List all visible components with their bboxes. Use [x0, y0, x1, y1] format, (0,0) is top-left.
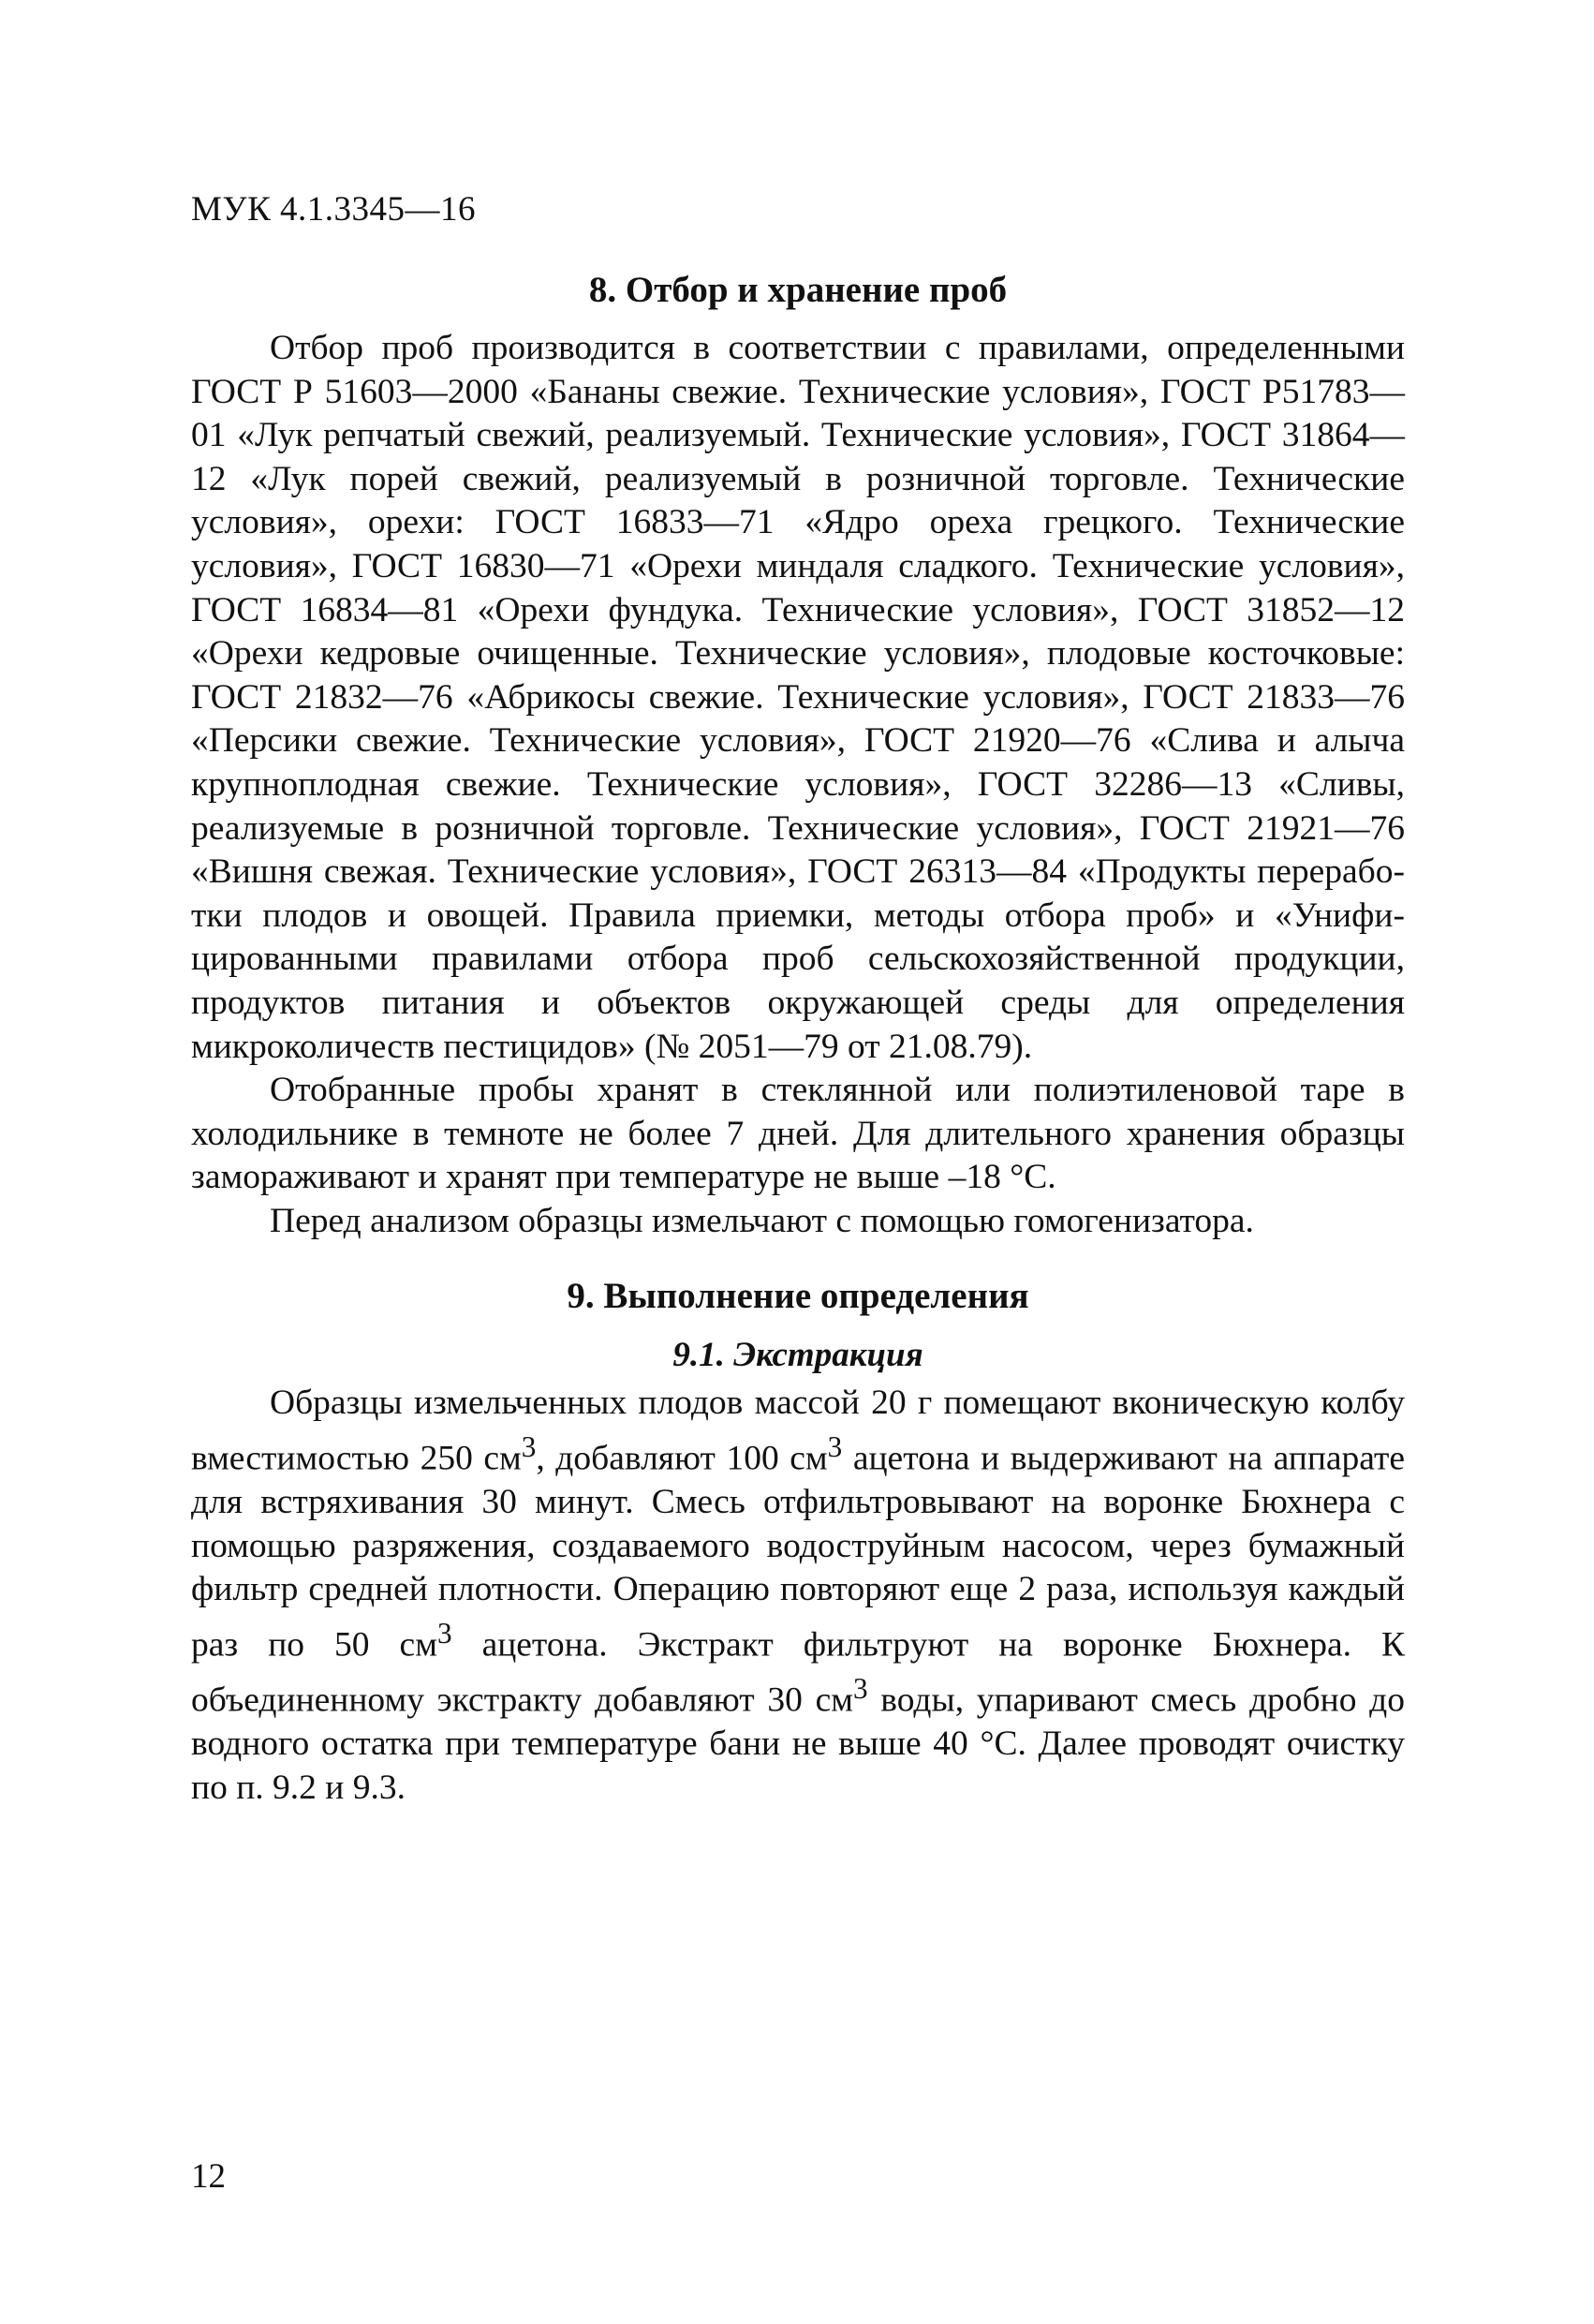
section-9-1-paragraph: [191, 1382, 1405, 1810]
paragraph-text-part-4: ацетона. Экстракт фильтруют на воронке Бюхнера. К объединенному экстракту добавляют 30 см: [191, 1625, 1405, 1720]
paragraph-text-part-5: воды, упаривают смесь дробно до водного остатка при температуре бани не выше 40 °С. Далее проводят очистку по п. 9.2 и 9.3.: [191, 1680, 1406, 1807]
section-8-paragraph-1: Отбор проб производится в соответствии с правилами, определенными ГОСТ Р 51603—2000 «Бананы свежие. Технические условия», ГОСТ Р51783—01 «Лук репчатый свежий, реализуемый. Технические условия», ГОСТ 31864—12 «Лук порей свежий, реализуемый в розничной торговле. Технические условия», орехи: ГОСТ 16833—71 «Ядро ореха грецкого. Технические условия», ГОСТ 16830—71 «Орехи миндаля сладкого. Технические условия», ГОСТ 16834—81 «Орехи фундука. Технические условия», ГОСТ 31852—12 «Орехи кедровые очищенные. Технические условия», плодовые косточковые: ГОСТ 21832—76 «Абрикосы свежие. Технические условия», ГОСТ 21833—76 «Персики свежие. Технические условия», ГОСТ 21920—76 «Слива и алыча крупноплодная свежие. Технические условия», ГОСТ 32286—13 «Сливы, реализуемые в розничной торговле. Технические условия», ГОСТ 21921—76 «Вишня свежая. Технические условия», ГОСТ 26313—84 «Продукты переработки плодов и овощей. Правила приемки, методы отбора проб» и «Унифицированными правилами отбора проб сельскохозяйственной продукции, продуктов питания и объектов окружающей среды для определения микроколичеств пестицидов» (№ 2051—79 от 21.08.79).: [191, 329, 1405, 1066]
subsection-9-1-title: 9.1. Экстракция: [672, 1336, 923, 1375]
section-8-paragraph-3: Перед анализом образцы измельчают с помощью гомогенизатора.: [270, 1201, 1254, 1240]
superscript-cube-2: 3: [827, 1430, 843, 1464]
paragraph-text-part-2: , добавляют 100 см: [536, 1439, 828, 1478]
section-8-title: 8. Отбор и хранение проб: [588, 270, 1008, 310]
page-number: 12: [191, 2157, 226, 2196]
paragraph-text-part-3: ацетона и выдерживают на аппарате для встряхивания 30 минут. Смесь отфильтровывают на воронке Бюхнера с помощью разряжения, создаваемого водоструйным насосом, через бумажный фильтр средней плотности. Операцию повторяют еще 2 раза, используя каждый раз по 50 см: [191, 1439, 1406, 1665]
section-8-paragraph-2: Отобранные пробы хранят в стеклянной или полиэтиленовой таре в холодильнике в темноте не более 7 дней. Для длительного хранения образцы замораживают и хранят при температуре не выше –18 °С.: [191, 1071, 1405, 1197]
superscript-cube-4: 3: [852, 1672, 868, 1706]
paragraph-text-part-1: Образцы измельченных плодов массой 20 г помещают вконическую колбу вместимостью 250 см: [191, 1384, 1405, 1478]
section-9-title: 9. Выполнение определения: [567, 1276, 1029, 1317]
text-column: [191, 267, 1405, 1810]
superscript-cube-1: 3: [521, 1430, 537, 1464]
superscript-cube-3: 3: [436, 1616, 452, 1650]
document-code: МУК 4.1.3345—16: [191, 190, 477, 229]
